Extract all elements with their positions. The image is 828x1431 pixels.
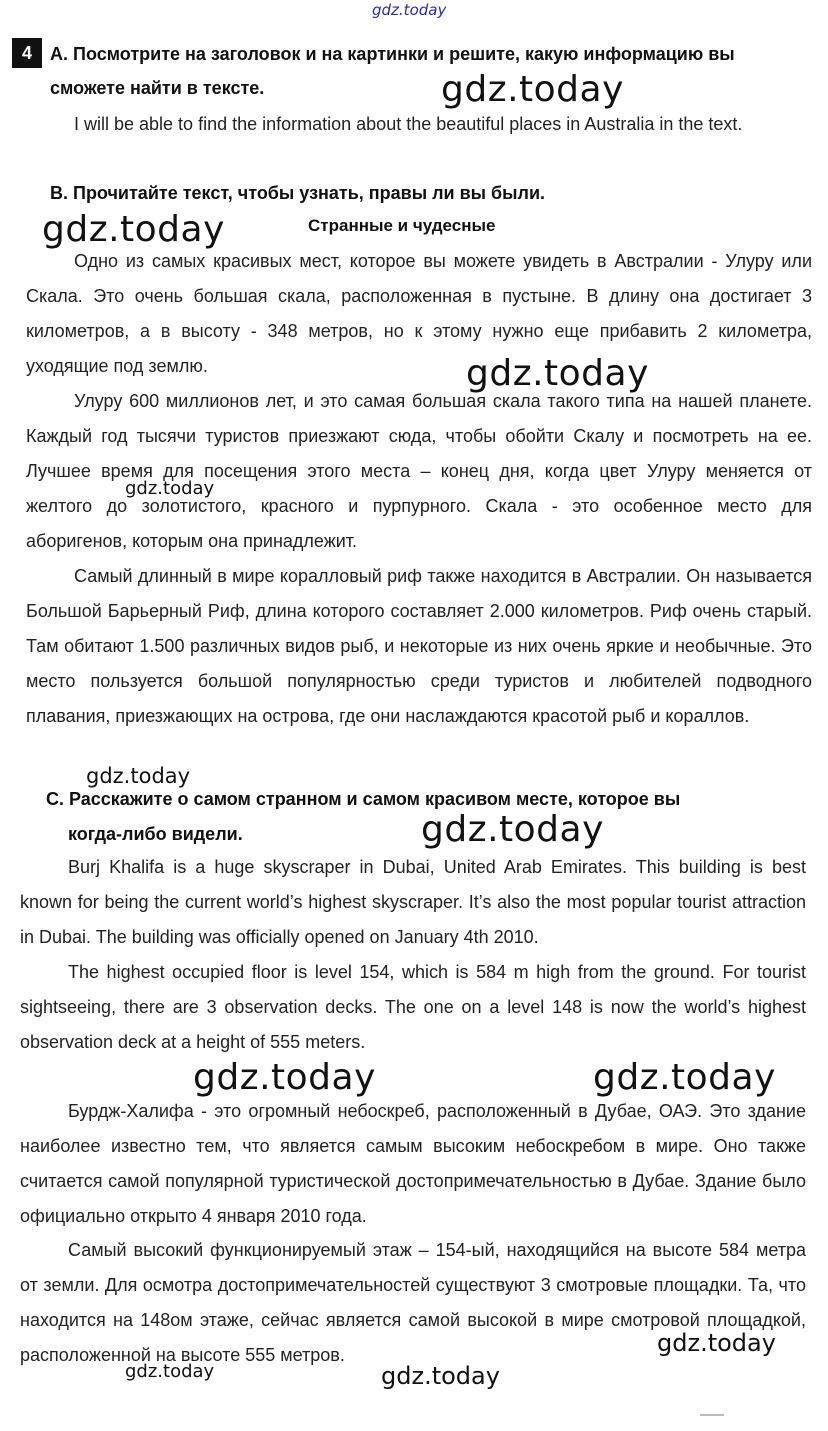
- watermark-small: gdz.today: [86, 764, 191, 788]
- watermark-medium: gdz.today: [657, 1329, 776, 1357]
- watermark-large: gdz.today: [42, 209, 225, 250]
- watermark-small: gdz.today: [125, 1361, 215, 1382]
- section-b-paragraph-2: Улуру 600 миллионов лет, и это самая большая скала такого типа на нашей планете. Каждый год тысячи туристов приезжают сюда, чтобы обойти Скалу и посмотреть на ее. Лучшее время для посещения этого места – конец дня, когда цвет Улуру меняется от желтого до золотистого, красного и пурпурного. Скала - это особенное место для аборигенов, которым она принадлежит.: [26, 391, 812, 551]
- section-b-paragraph-1: Одно из самых красивых мест, которое вы можете увидеть в Австралии - Улуру или Скала. Это очень большая скала, расположенная в пустыне. В длину она достигает 3 километров, а в высоту - 348 метров, но к этому нужно еще прибавить 2 километра, уходящие под землю.: [26, 251, 812, 376]
- watermark-medium: gdz.today: [381, 1362, 500, 1390]
- section-c-russian-paragraph-1: Бурдж-Халифа - это огромный небоскреб, расположенный в Дубае, ОАЭ. Это здание наиболее известно тем, что является самым высоким небоскребом в мире. Оно также считается самой популярной туристической достопримечательностью в Дубае. Здание было официально открыто 4 января 2010 года.: [20, 1101, 806, 1226]
- section-b-heading: B. Прочитайте текст, чтобы узнать, правы ли вы были.: [50, 183, 546, 203]
- watermark-small: gdz.today: [125, 478, 215, 499]
- watermark-large: gdz.today: [193, 1057, 376, 1098]
- section-c-heading-line1: C. Расскажите о самом странном и самом красивом месте, которое вы: [46, 789, 681, 809]
- section-c-heading-line2: когда-либо видели.: [68, 824, 243, 844]
- text-title: Странные и чудесные: [308, 216, 496, 235]
- exercise-number-badge: 4: [12, 38, 42, 68]
- watermark-large: gdz.today: [466, 353, 649, 394]
- section-c-english-paragraph-2: The highest occupied floor is level 154, which is 584 m high from the ground. For tourist sightseeing, there are 3 observation decks. The one on a level 148 is now the world’s highest observation deck at a height of 555 meters.: [20, 962, 806, 1052]
- scan-mark: [700, 1414, 724, 1416]
- section-b-paragraph-3: Самый длинный в мире коралловый риф также находится в Австралии. Он называется Большой Барьерный Риф, длина которого составляет 2.000 километров. Риф очень старый. Там обитают 1.500 различных видов рыб, и некоторые из них очень яркие и необычные. Это место пользуется большой популярностью среди туристов и любителей подводного плавания, приезжающих на острова, где они наслаждаются красотой рыб и кораллов.: [26, 566, 812, 726]
- section-c-english-paragraph-1: Burj Khalifa is a huge skyscraper in Dubai, United Arab Emirates. This building is best known for being the current world’s highest skyscraper. It’s also the most popular tourist attraction in Dubai. The building was officially opened on January 4th 2010.: [20, 857, 806, 947]
- watermark-large: gdz.today: [593, 1057, 776, 1098]
- section-a-answer: I will be able to find the information about the beautiful places in Australia in the text.: [74, 114, 743, 134]
- section-a-heading-line2: сможете найти в тексте.: [50, 78, 265, 98]
- watermark-large: gdz.today: [421, 809, 604, 850]
- watermark-large: gdz.today: [441, 69, 624, 110]
- section-c-russian-paragraph-2: Самый высокий функционируемый этаж – 154-ый, находящийся на высоте 584 метра от земли. Для осмотра достопримечательностей существуют 3 смотровые площадки. Та, что находится на 148ом этаже, сейчас является самой высокой в мире смотровой площадкой, расположенной на высоте 555 метров.: [20, 1240, 806, 1365]
- section-a-heading-line1: A. Посмотрите на заголовок и на картинки и решите, какую информацию вы: [50, 44, 735, 64]
- watermark-top: gdz.today: [372, 1, 447, 19]
